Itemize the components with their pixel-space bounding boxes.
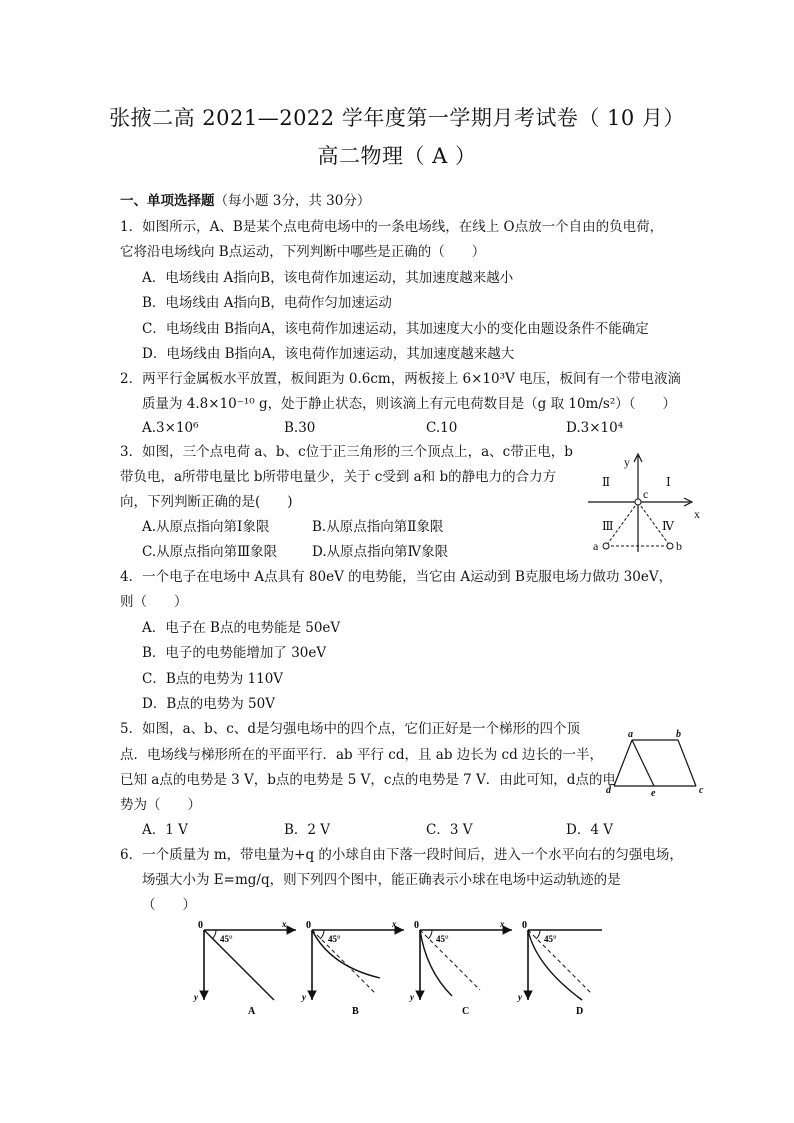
q3-stem-line2: 带负电，a所带电量比 b所带电量少，关于 c受到 a和 b的静电力的合力方 (120, 469, 557, 485)
q4-option-a: A．电子在 B点的电势能是 50eV (142, 620, 341, 636)
q6b-angle-label: 45° (328, 934, 341, 944)
q5-stem-line2: 点．电场线与梯形所在的平面平行．ab 平行 cd，且 ab 边长为 cd 边长的一半， (120, 747, 604, 763)
q3-label-x: x (694, 507, 700, 521)
q3-stem-line1: 3．如图，三个点电荷 a、b、c位于正三角形的三个顶点上，a、c带正电，b (120, 444, 573, 460)
q5-figure-trapezoid (604, 728, 710, 800)
q6c-label: C (462, 1006, 470, 1017)
q4-option-d: D．B点的电势为 50V (142, 696, 275, 712)
q5-side-ad (614, 740, 632, 786)
q6-stem-line3: （ ） (142, 897, 196, 913)
q5-stem-line1: 5．如图，a、b、c、d是匀强电场中的四个点，它们正好是一个梯形的四个顶 (120, 721, 580, 737)
exam-subtitle: 高二物理（ A ） (317, 144, 477, 168)
q5-option-d: D．4 V (566, 822, 613, 838)
q6-panel-a (193, 919, 296, 1017)
q5-segment-ae (632, 740, 654, 786)
q3-stem-line3: 向，下列判断正确的是( ) (120, 494, 293, 510)
q3-quadrant-1: Ⅰ (666, 475, 671, 489)
q3-option-d: D.从原点指向第Ⅳ象限 (312, 544, 449, 560)
q5-option-b: B．2 V (284, 822, 331, 838)
q2-stem-line2: 质量为 4.8×10⁻¹⁰ g，处于静止状态，则该滴上有元电荷数目是（g 取 10m/s²）（ ） (142, 396, 676, 412)
q6c-y-label: y (410, 992, 414, 1002)
section-heading-bold: 一、单项选择题 (120, 193, 215, 209)
q3-label-b: b (676, 539, 682, 553)
q1-option-a: A．电场线由 A指向B，该电荷作加速运动，其加速度越来越小 (142, 270, 514, 286)
q5-label-e: e (651, 788, 656, 799)
q6c-angle-label: 45° (436, 934, 449, 944)
q2-option-c: C.10 (426, 420, 458, 436)
q3-figure-triangle-axes (584, 450, 710, 560)
q6a-label: A (248, 1006, 256, 1017)
q5-label-a: a (628, 729, 633, 740)
q5-label-c: c (699, 785, 704, 796)
q2-option-a: A.3×10⁶ (142, 420, 199, 436)
q6-panel-c (409, 919, 512, 1017)
section-heading-note: （每小题 3分，共 30分） (214, 193, 371, 209)
q6b-x-label: x (392, 919, 397, 929)
q5-option-c: C．3 V (426, 822, 473, 838)
q5-stem-line3: 已知 a点的电势是 3 V，b点的电势是 5 V，c点的电势是 7 V．由此可知，d点的电 (120, 772, 616, 788)
q3-option-b: B.从原点指向第Ⅱ象限 (312, 519, 444, 535)
q4-stem-line2: 则（ ） (120, 594, 188, 610)
section-heading (120, 192, 370, 210)
q6-panel-b (301, 919, 404, 1017)
q3-charge-a (603, 543, 609, 549)
q6c-angle-arc (428, 930, 432, 939)
q4-option-b: B．电子的电势能增加了 30eV (142, 645, 327, 661)
q6a-x-label: x (282, 919, 287, 929)
q6d-origin-label: 0 (522, 920, 527, 931)
q5-option-a: A．1 V (142, 822, 188, 838)
q1-option-c: C．电场线由 B指向A，该电荷作加速运动，其加速度大小的变化由题设条件不能确定 (142, 321, 649, 337)
q6c-origin-label: 0 (414, 920, 419, 931)
q6d-angle-label: 45° (544, 934, 557, 944)
q6a-trajectory (204, 930, 274, 1000)
q3-option-a: A.从原点指向第Ⅰ象限 (142, 519, 270, 535)
q3-label-a: a (593, 539, 599, 553)
q6-stem-line2: 场强大小为 E=mg/q，则下列四个图中，能正确表示小球在电场中运动轨迹的是 (142, 872, 621, 888)
q3-charge-c (635, 499, 641, 505)
q6b-label: B (352, 1006, 359, 1017)
q3-label-y: y (624, 455, 630, 469)
q4-option-c: C．B点的电势为 110V (142, 671, 284, 687)
q3-quadrant-2: Ⅱ (602, 475, 611, 489)
q3-option-c: C.从原点指向第Ⅲ象限 (142, 544, 278, 560)
q3-quadrant-3: Ⅲ (602, 519, 614, 533)
q6-panel-d (517, 920, 602, 1017)
q6d-dashed-45-line (528, 930, 592, 994)
q3-label-c: c (643, 487, 649, 501)
exam-title: 张掖二高 2021—2022 学年度第一学期月考试卷（ 10 月） (109, 106, 685, 130)
q4-stem-line1: 4．一个电子在电场中 A点具有 80eV 的电势能，当它由 A运动到 B克服电场力做功 30eV， (120, 569, 673, 585)
q5-label-b: b (676, 729, 681, 740)
q6-stem-line1: 6．一个质量为 m，带电量为+q 的小球自由下落一段时间后，进入一个水平向右的匀强电场， (120, 847, 683, 863)
q6a-origin-label: 0 (198, 920, 203, 931)
q6c-dashed-45-line (420, 930, 480, 990)
q1-option-d: D．电场线由 B指向A，该电荷作加速运动，其加速度越来越大 (142, 346, 515, 362)
q2-option-b: B.30 (284, 420, 316, 436)
q3-charge-b (667, 543, 673, 549)
q6b-dashed-45-line (312, 930, 376, 994)
q1-stem-line1: 1．如图所示，A、B是某个点电荷电场中的一条电场线，在线上 O点放一个自由的负电荷， (120, 219, 664, 235)
q6-trajectory-figures (190, 916, 610, 1022)
q6d-y-label: y (518, 992, 522, 1002)
q5-stem-line4: 势为（ ） (120, 797, 201, 813)
q6a-angle-label: 45° (220, 934, 233, 944)
q5-side-bc (678, 740, 696, 786)
q6d-label: D (576, 1006, 584, 1017)
q6b-y-label: y (302, 992, 306, 1002)
q1-stem-line2: 它将沿电场线向 B点运动，下列判断中哪些是正确的（ ） (120, 244, 486, 260)
q2-option-d: D.3×10⁴ (566, 420, 624, 436)
q5-label-d: d (606, 785, 611, 796)
q6a-y-label: y (194, 992, 198, 1002)
q1-option-b: B．电场线由 A指向B，电荷作匀加速运动 (142, 295, 392, 311)
q6c-x-label: x (500, 919, 505, 929)
q3-quadrant-4: Ⅳ (662, 519, 674, 533)
q6b-angle-arc (320, 930, 324, 939)
q6d-angle-arc (536, 930, 540, 939)
q6b-origin-label: 0 (306, 920, 311, 931)
q2-stem-line1: 2．两平行金属板水平放置，板间距为 0.6cm，两板接上 6×10³V 电压，板间有一个带电液滴 (120, 371, 682, 387)
